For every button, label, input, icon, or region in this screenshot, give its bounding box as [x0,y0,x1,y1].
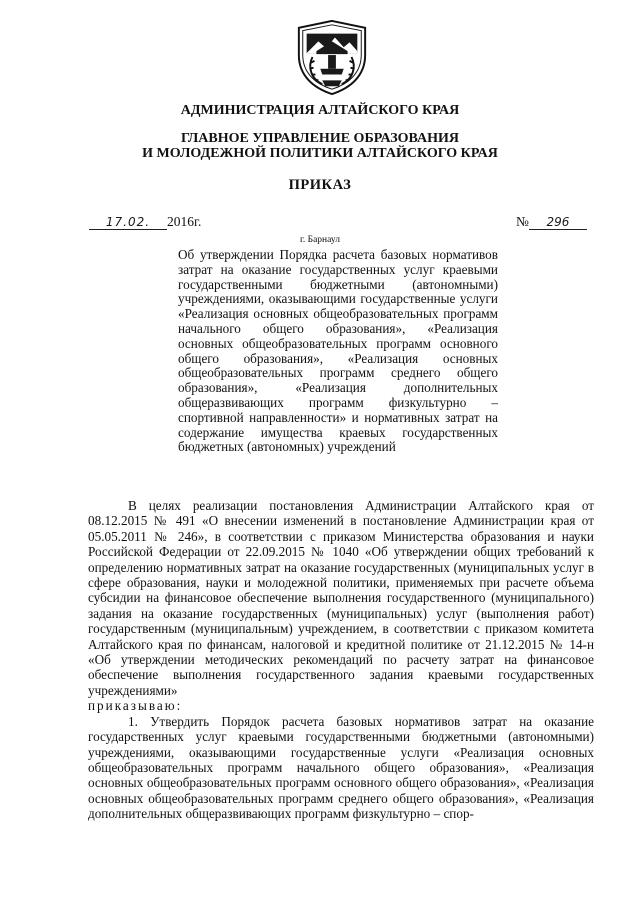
number-sign: № [516,214,529,229]
order-number [516,214,587,230]
coat-of-arms-icon [293,18,371,96]
department-title-line-2: И МОЛОДЕЖНОЙ ПОЛИТИКИ АЛТАЙСКОГО КРАЯ [142,146,498,161]
handwritten-date: 17.02. [89,215,167,230]
order-date [89,214,201,230]
order-subject: Об утверждении Порядка расчета базовых нормативов затрат на оказание государственных услуг краевыми государственными бюджетными (автономными) учреждениями, оказывающими государственные услуги «Реализация основных общеобразовательных программ начального общего образования», «Реализация основных общеобразовательных программ основного общего образования», «Реализация основных общеобразовательных программ среднего общего образования», «Реализация дополнительных общеразвивающих программ физкультурно – спортивной направленности» и нормативных затрат на содержание имущества краевых государственных бюджетных (автономных) учреждений [178,247,498,455]
city: г. Барнаул [300,235,340,245]
department-title-line-1: ГЛАВНОЕ УПРАВЛЕНИЕ ОБРАЗОВАНИЯ [181,131,459,146]
order-word: приказываю: [88,698,183,714]
order-body [88,498,594,822]
preamble-paragraph: В целях реализации постановления Администрации Алтайского края от 08.12.2015 № 491 «О внесении изменений в постановление Администрации края от 05.05.2011 № 246», в соответствии с приказом Министерства образования и науки Российской Федерации от 22.09.2015 № 1040 «Об утверждении общих требований к определению нормативных затрат на оказание государственных (муниципальных услуг в сфере образования, науки и молодежной политики, применяемых при расчете объема субсидии на финансовое обеспечение выполнения государственного (муниципального) задания на оказание государственных (муниципальных) услуг (выполнения работ) государственным (муниципальным) учреждением, в соответствии с приказом комитета Алтайского края по финансам, налоговой и кредитной политике от 21.12.2015 № 14-н «Об утверждении методических рекомендаций по расчету затрат на финансовое обеспечение выполнения государственного задания краевыми государственных учреждениями» [88,498,594,698]
document-type: ПРИКАЗ [288,177,352,193]
item-1-paragraph: 1. Утвердить Порядок расчета базовых нормативов затрат на оказание государственных услуг краевыми государственными бюджетными (автономными) учреждениями, оказывающими государственные услуги «Реализация основных общеобразовательных программ начального общего образования», «Реализация основных общеобразовательных программ основного общего образования», «Реализация основных общеобразовательных программ среднего общего образования», «Реализация дополнительных общеразвивающих программ физкультурно – спор- [88,713,594,822]
handwritten-number: 296 [529,215,587,230]
org-title: АДМИНИСТРАЦИЯ АЛТАЙСКОГО КРАЯ [180,103,460,118]
department-title [0,131,640,161]
date-year: 2016г. [167,214,202,229]
